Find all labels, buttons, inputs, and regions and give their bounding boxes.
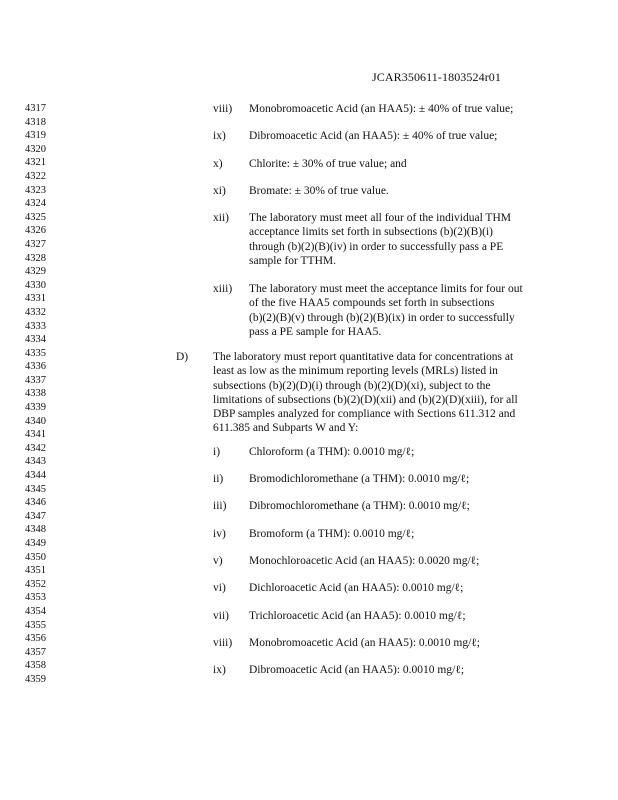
paragraph-line: through (b)(2)(B)(iv) in order to successfully pass a PE <box>249 240 504 253</box>
item-label: xii) <box>213 212 229 224</box>
line-number: 4346 <box>25 497 46 509</box>
line-number: 4323 <box>25 184 46 196</box>
item-text: Bromate: ± 30% of true value. <box>249 185 389 197</box>
paragraph-line: pass a PE sample for HAA5. <box>249 325 382 338</box>
line-number: 4342 <box>25 442 46 454</box>
line-number: 4320 <box>25 143 46 155</box>
item-label: ix) <box>213 664 226 676</box>
item-label: vii) <box>213 610 229 622</box>
line-number: 4345 <box>25 483 46 495</box>
line-number: 4319 <box>25 130 46 142</box>
paragraph-line: The laboratory must meet all four of the individual THM <box>249 212 511 224</box>
line-number: 4330 <box>25 279 46 291</box>
line-number: 4354 <box>25 605 46 617</box>
line-number: 4357 <box>25 646 46 658</box>
line-number: 4337 <box>25 374 46 386</box>
item-label: iii) <box>213 500 227 512</box>
section-label: D) <box>176 351 189 363</box>
item-text: Bromodichloromethane (a THM): 0.0010 mg/ℓ; <box>249 473 470 485</box>
line-number: 4341 <box>25 429 46 441</box>
item-label: ii) <box>213 473 224 485</box>
line-number: 4333 <box>25 320 46 332</box>
item-text: Trichloroacetic Acid (an HAA5): 0.0010 mg/ℓ; <box>249 610 466 622</box>
paragraph-line: subsections (b)(2)(D)(i) through (b)(2)(D)(xi), subject to the <box>213 379 491 392</box>
line-number: 4344 <box>25 470 46 482</box>
line-number: 4338 <box>25 388 46 400</box>
item-label: ix) <box>213 130 226 142</box>
line-number: 4318 <box>25 116 46 128</box>
line-number: 4353 <box>25 592 46 604</box>
line-number: 4349 <box>25 538 46 549</box>
line-number: 4327 <box>25 238 46 250</box>
item-text: Dibromoacetic Acid (an HAA5): 0.0010 mg/ℓ; <box>249 664 465 676</box>
paragraph-line: (b)(2)(B)(v) through (b)(2)(B)(ix) in order to successfully <box>249 311 515 324</box>
line-number: 4331 <box>25 293 46 305</box>
item-text: Monobromoacetic Acid (an HAA5): 0.0010 mg/ℓ; <box>249 637 480 649</box>
line-number: 4321 <box>25 157 46 169</box>
item-text: Dichloroacetic Acid (an HAA5): 0.0010 mg/ℓ; <box>249 582 464 594</box>
item-text: Chlorite: ± 30% of true value; and <box>249 158 407 170</box>
item-text: Monochloroacetic Acid (an HAA5): 0.0020 mg/ℓ; <box>249 555 480 567</box>
line-number: 4326 <box>25 225 46 237</box>
item-text: Bromoform (a THM): 0.0010 mg/ℓ; <box>249 528 415 540</box>
paragraph-line: 611.385 and Subparts W and Y: <box>213 422 359 435</box>
item-label: xiii) <box>213 283 233 295</box>
item-text: Dibromoacetic Acid (an HAA5): ± 40% of true value; <box>249 130 498 142</box>
line-number: 4358 <box>25 660 46 672</box>
item-label: viii) <box>213 637 233 649</box>
item-label: vi) <box>213 582 226 594</box>
line-number: 4325 <box>25 211 46 223</box>
line-number: 4352 <box>25 578 46 590</box>
item-text: Monobromoacetic Acid (an HAA5): ± 40% of true value; <box>249 103 514 115</box>
line-number: 4339 <box>25 402 46 414</box>
line-number: 4355 <box>25 619 46 631</box>
item-label: viii) <box>213 103 233 115</box>
item-label: xi) <box>213 185 226 197</box>
line-number: 4351 <box>25 565 46 577</box>
paragraph-line: The laboratory must report quantitative data for concentrations at <box>213 351 514 363</box>
line-number: 4329 <box>25 266 46 278</box>
line-number: 4334 <box>25 334 46 346</box>
paragraph-line: limitations of subsections (b)(2)(D)(xii) and (b)(2)(D)(xiii), for all <box>213 393 518 406</box>
line-number: 4317 <box>25 103 46 114</box>
paragraph-line: acceptance limits set forth in subsections (b)(2)(B)(i) <box>249 226 493 239</box>
line-number: 4335 <box>25 347 46 359</box>
item-label: x) <box>213 158 223 170</box>
line-number: 4332 <box>25 306 46 318</box>
item-label: v) <box>213 555 223 567</box>
item-text: Dibromochloromethane (a THM): 0.0010 mg/ℓ; <box>249 500 470 512</box>
paragraph-line: DBP samples analyzed for compliance with Sections 611.312 and <box>213 408 516 421</box>
item-text: Chloroform (a THM): 0.0010 mg/ℓ; <box>249 446 415 458</box>
line-number: 4359 <box>25 673 46 685</box>
line-number: 4350 <box>25 551 46 563</box>
paragraph-line: The laboratory must meet the acceptance limits for four out <box>249 283 523 295</box>
paragraph-line: sample for TTHM. <box>249 254 336 267</box>
line-number: 4328 <box>25 252 46 264</box>
line-number: 4356 <box>25 633 46 645</box>
line-number: 4348 <box>25 524 46 536</box>
document-id: JCAR350611-1803524r01 <box>372 70 501 84</box>
paragraph-line: least as low as the minimum reporting levels (MRLs) listed in <box>213 365 498 378</box>
line-number: 4347 <box>25 510 46 522</box>
line-number: 4324 <box>25 198 46 210</box>
line-number: 4340 <box>25 415 46 427</box>
item-label: i) <box>213 446 221 458</box>
item-label: iv) <box>213 528 226 540</box>
line-number: 4336 <box>25 361 46 373</box>
paragraph-line: of the five HAA5 compounds set forth in subsections <box>249 297 495 310</box>
line-number: 4322 <box>25 170 46 182</box>
line-number: 4343 <box>25 456 46 468</box>
